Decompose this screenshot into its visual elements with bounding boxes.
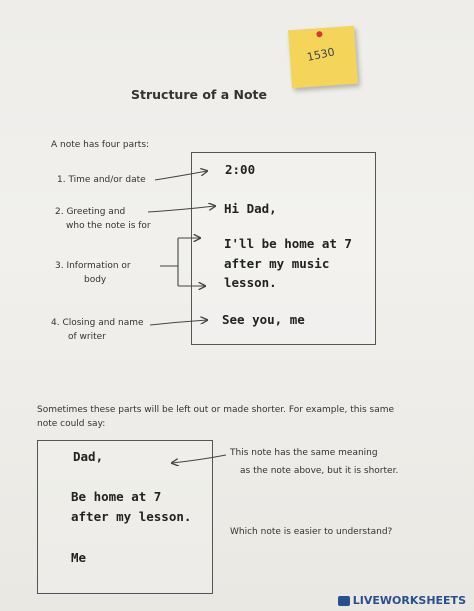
- full-note-greeting: Hi Dad,: [224, 201, 277, 216]
- part-4-label: 4. Closing and name: [51, 318, 144, 328]
- full-note-closing: See you, me: [222, 312, 305, 327]
- page-title: Structure of a Note: [131, 87, 267, 102]
- middle-text-line2: note could say:: [37, 419, 106, 429]
- part-2-label: 2. Greeting and: [55, 207, 126, 217]
- arrow-greeting: [148, 206, 215, 212]
- liveworksheets-logo: [338, 594, 466, 607]
- full-note-body-line1: I'll be home at 7: [224, 236, 352, 251]
- short-note-closing: Me: [71, 550, 87, 565]
- short-note-body-line2: after my lesson.: [71, 509, 192, 524]
- full-note-body-line2: after my music: [224, 256, 330, 271]
- part-3-label-line2: body: [84, 275, 107, 285]
- bracket-info: [160, 238, 178, 286]
- middle-text-line1: Sometimes these parts will be left out or made shorter. For example, this same: [37, 405, 395, 415]
- intro-text: A note has four parts:: [51, 140, 150, 150]
- comment-line1: This note has the same meaning: [230, 448, 378, 458]
- part-4-label-line2: of writer: [68, 332, 106, 342]
- short-note-greeting: Dad,: [73, 449, 104, 464]
- arrow-time: [155, 171, 207, 180]
- sticky-note-text: 1530: [305, 45, 336, 64]
- full-note-body-line3: lesson.: [224, 275, 277, 290]
- part-3-label: 3. Information or: [55, 261, 131, 271]
- part-2-label-line2: who the note is for: [66, 221, 151, 231]
- part-1-label: 1. Time and/or date: [57, 175, 146, 185]
- liveworksheets-icon: [338, 596, 350, 606]
- arrow-comment: [172, 455, 226, 463]
- footer-brand: LIVEWORKSHEETS: [352, 594, 466, 607]
- full-note-time: 2:00: [225, 162, 256, 177]
- short-note-body-line1: Be home at 7: [71, 489, 162, 504]
- question-text: Which note is easier to understand?: [230, 527, 393, 537]
- arrow-closing: [150, 320, 207, 325]
- comment-line2: as the note above, but it is shorter.: [240, 466, 399, 476]
